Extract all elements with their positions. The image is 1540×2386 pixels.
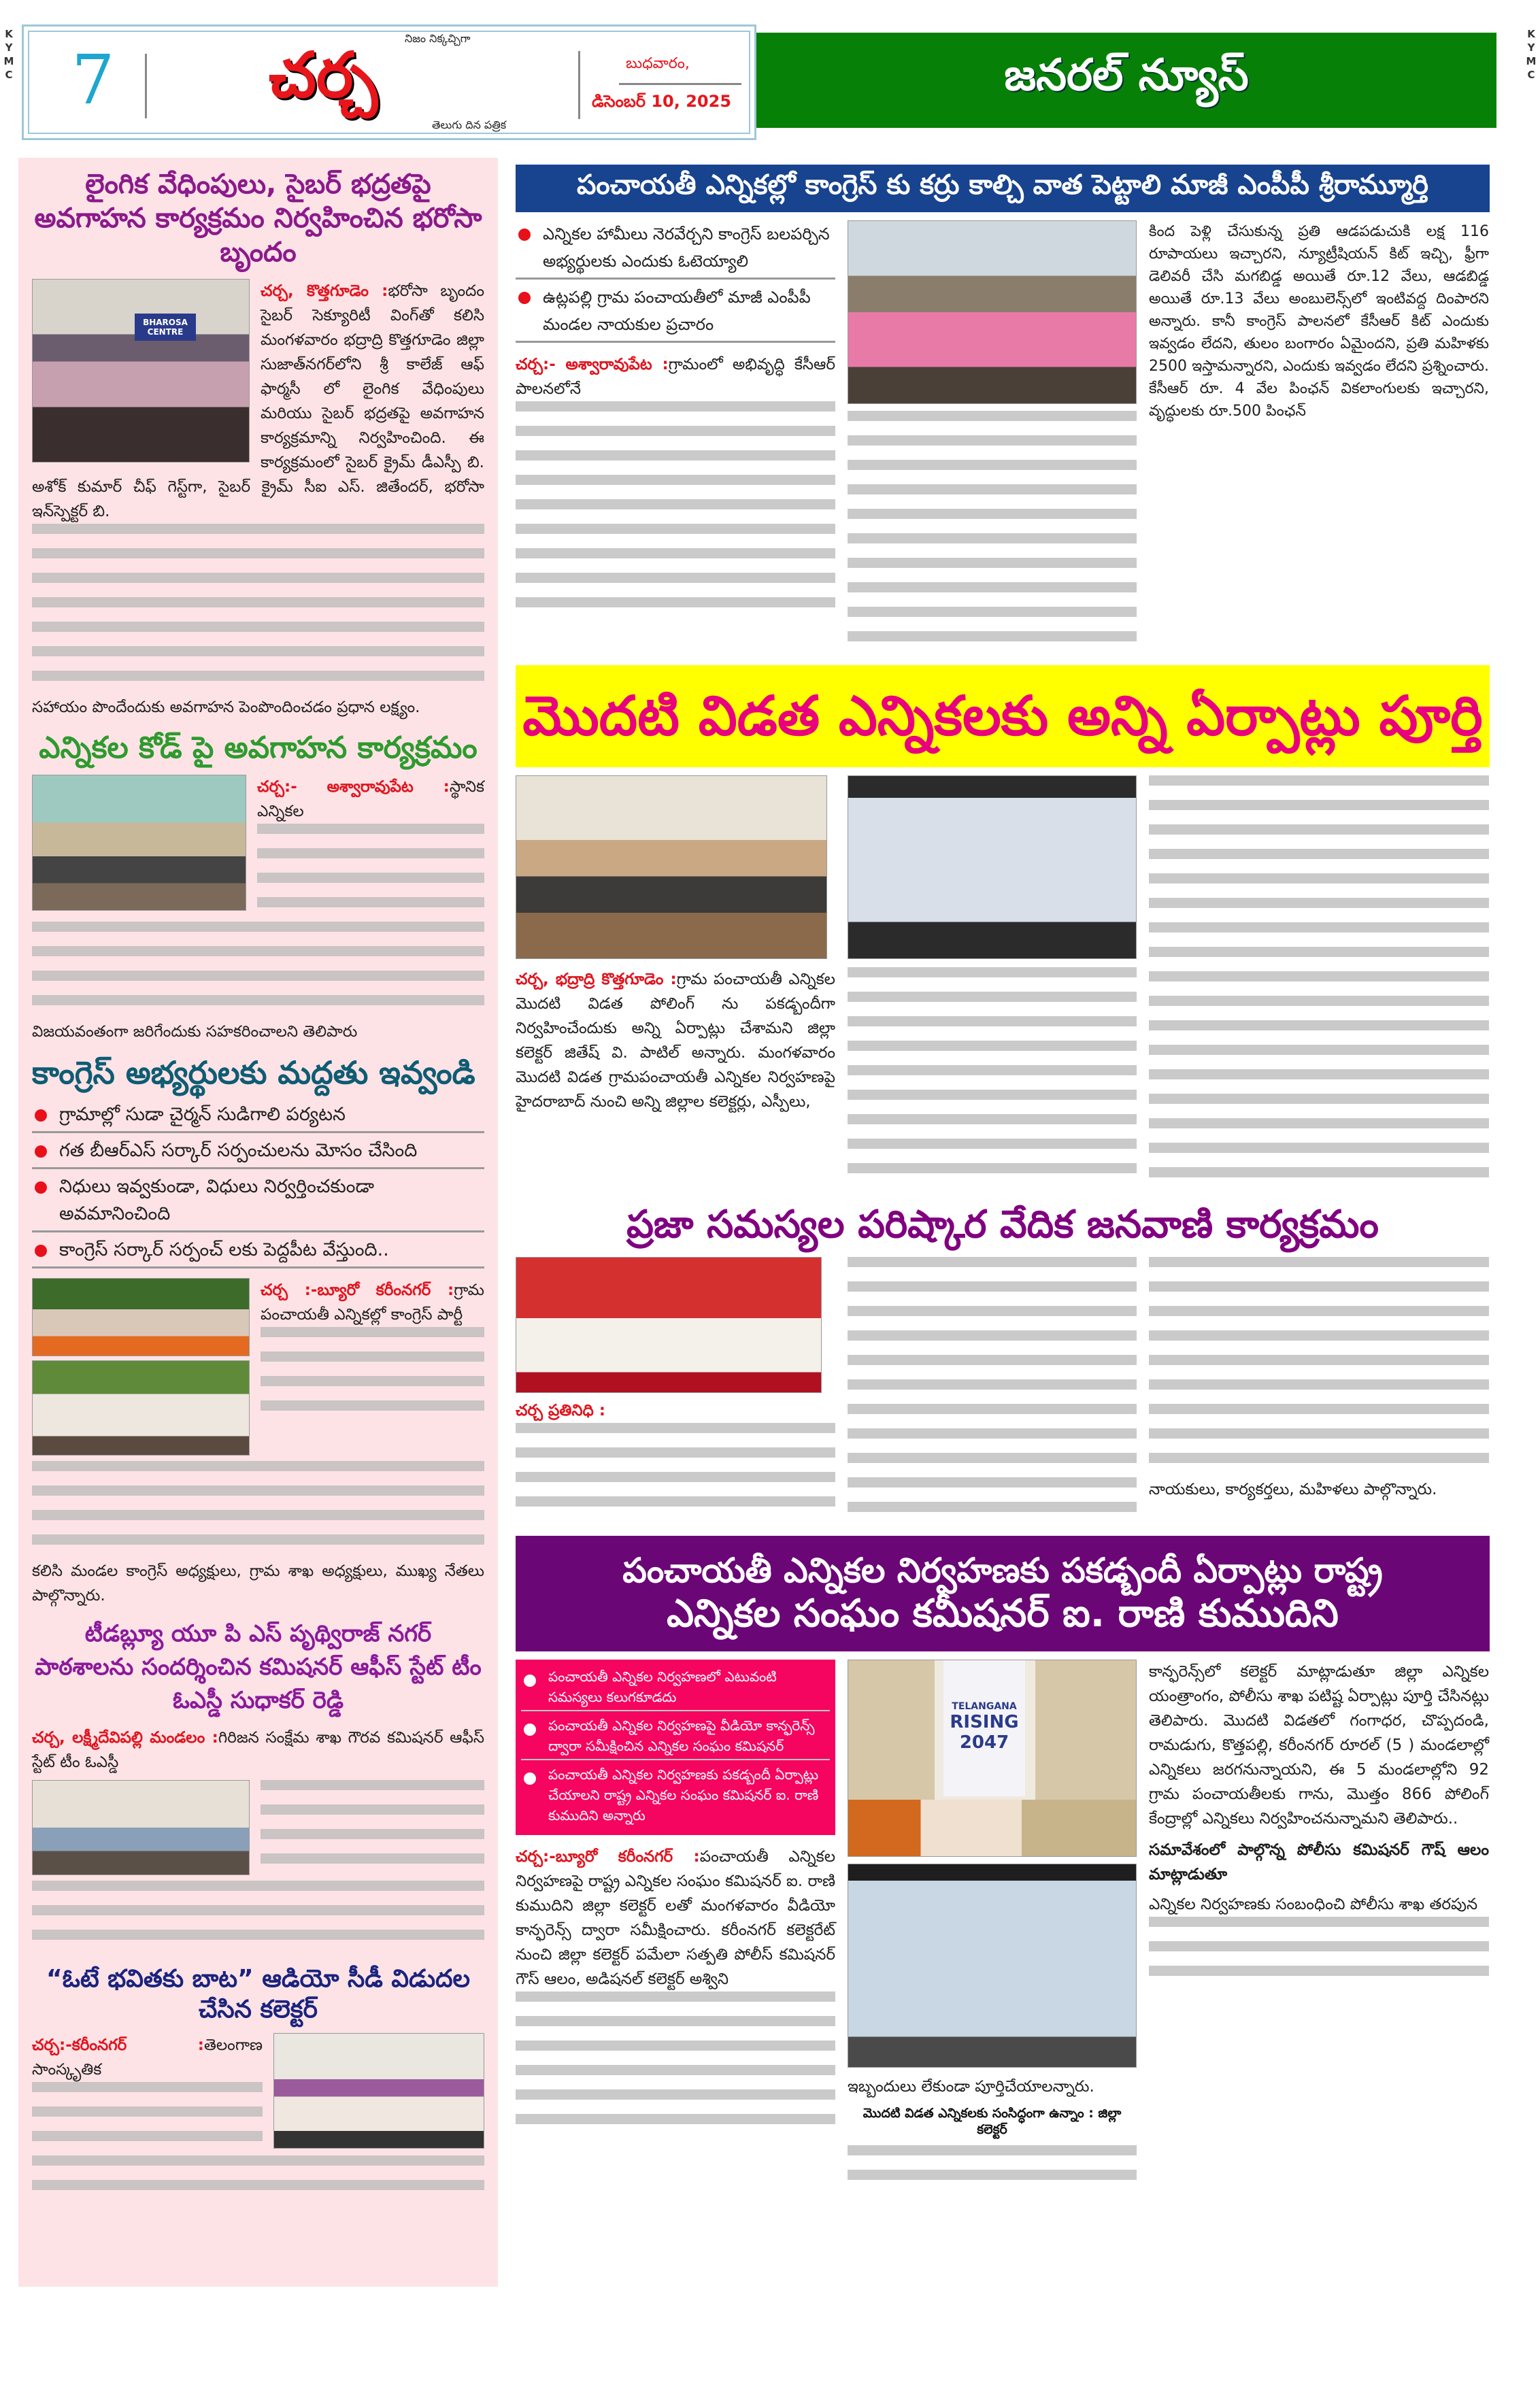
headline-line-2: ఎన్నికల సంఘం కమీషనర్ ఐ. రాణి కుముదిని — [667, 1592, 1339, 1636]
registration-mark-right: KYMC — [1526, 28, 1537, 81]
bullet-item: కాంగ్రెస్ సర్కార్ సర్పంచ్ లకు పెద్దపీట వేస్తుంది.. — [32, 1237, 484, 1268]
dateline: చర్చ, కొత్తగూడెం : — [261, 282, 388, 300]
column — [1149, 1257, 1489, 1502]
headline-banner — [516, 1536, 1490, 1651]
article-col3: కాన్ఫరెన్స్‌లో కలెక్టర్ మాట్లాడుతూ జిల్లా ఎన్నికల యంత్రాంగం, పోలీసు శాఖ పటిష్ట ఏర్పాట్లు పూర్తి చేసినట్లు తెలిపారు. మొదటి విడతలో గంగాధర, చొప్పదండి, రామడుగు, కొత్తపల్లి, కరీంనగర్ రూరల్ (5 ) మండలాల్లో ఎన్నికలు జరగనున్నాయని, ఈ 5 మండలాల్లోని 92 గ్రామ పంచాయతీలకు గాను, మొత్తం 866 పోలింగ్ కేంద్రాల్లో ఎన్నికలు నిర్వహించనున్నామని తెలిపారు.. — [1149, 1663, 1489, 1828]
photo-people — [848, 1800, 1137, 1857]
sign-line: RISING — [950, 1712, 1019, 1732]
headline: ప్రజా సమస్యల పరిష్కార వేదిక జనవాణి కార్యక్రమం — [626, 1203, 1379, 1247]
article-body-continued — [261, 1327, 484, 1425]
headline-banner — [516, 665, 1490, 767]
article-body-continued — [848, 2145, 1137, 2194]
article-body — [516, 352, 835, 401]
article-body-continued — [1149, 1917, 1489, 1990]
logo-subtitle: తెలుగు దిన పత్రిక — [432, 118, 507, 131]
article-body — [516, 1845, 835, 1992]
dateline: చర్చ:- అశ్వారావుపేట : — [516, 356, 669, 373]
dateline: చర్చ, భద్రాద్రి కొత్తగూడెం : — [516, 971, 677, 988]
article-body-continued — [32, 922, 484, 1020]
bullet-item: పంచాయతీ ఎన్నికల నిర్వహణకు పకడ్బందీ ఏర్పాట్లు చేయాలని రాష్ట్ర ఎన్నికల సంఘం కమిషనర్ ఐ. రాణి కుముదిని అన్నారు — [521, 1764, 830, 1828]
article-body-continued — [32, 2155, 484, 2204]
column — [516, 1257, 835, 1521]
article-body-continued — [32, 1881, 484, 1954]
bullet-item: గ్రామాల్లో సుడా చైర్మన్ సుడిగాలి పర్యటన — [32, 1101, 484, 1133]
issue-date: డిసెంబర్ 10, 2025 — [592, 92, 732, 111]
story-row — [516, 1660, 1490, 2194]
article-text: గ్రామ పంచాయతీ ఎన్నికల మొదటి విడత పోలింగ్ ను పకడ్బందీగా నిర్వహించేందుకు అన్ని ఏర్పాట్లు చేశామని జిల్లా కలెక్టర్ జితేష్ వి. పాటిల్ అన్నారు. మంగళవారం మొదటి విడత గ్రామపంచాయతీ ఎన్నికల నిర్వహణపై హైదరాబాద్ నుంచి అన్ని జిల్లాల కలెక్టర్లు, ఎస్పీలు, — [516, 971, 835, 1111]
logo: చర్చ — [269, 39, 378, 112]
divider — [619, 83, 741, 85]
section-banner — [756, 33, 1496, 128]
bullet-item: నిధులు ఇవ్వకుండా, విధులు నిర్వర్తించకుండా అవమానించింది — [32, 1173, 484, 1232]
column — [848, 1257, 1137, 1526]
photo-collector-meeting — [516, 775, 827, 959]
photo-sign: BHAROSA CENTRE — [135, 314, 196, 341]
article-body — [516, 967, 835, 1114]
article-text: ఇబ్బందులు లేకుండా పూర్తిచేయాలన్నారు. — [848, 2078, 1094, 2096]
headline: మొదటి విడత ఎన్నికలకు అన్ని ఏర్పాట్లు పూర్తి — [522, 684, 1483, 747]
article-body-continued — [257, 824, 484, 922]
article-ending: నాయకులు, కార్యకర్తలు, మహిళలు పాల్గొన్నారు. — [1149, 1481, 1437, 1498]
photo-school-visit — [32, 1780, 250, 1875]
article-body-continued — [261, 1780, 484, 1878]
column — [516, 775, 835, 1114]
photo-audio-cd-release — [273, 2033, 484, 2149]
headline: ఎన్నికల కోడ్ పై అవగాహన కార్యక్రమం — [39, 730, 478, 765]
article-text: ఎన్నికల నిర్వహణకు సంబంధించి పోలీసు శాఖ తరపున — [1149, 1896, 1478, 1913]
article-body-continued — [848, 411, 1137, 656]
registration-mark-left: KYMC — [3, 28, 14, 81]
column — [1149, 1660, 1489, 1990]
article-text: తెలంగాణ సాంస్కృతిక — [32, 2036, 263, 2079]
headline-line-1: పంచాయతీ ఎన్నికల నిర్వహణకు పకడ్బందీ ఏర్పాట్లు రాష్ట్ర — [622, 1551, 1383, 1591]
story-school-visit — [32, 1617, 484, 1955]
photo-janavani-stage — [516, 1257, 822, 1393]
column — [848, 775, 1137, 1188]
bullet-item: పంచాయతీ ఎన్నికల నిర్వహణపై వీడియో కాన్ఫరెన్స్ ద్వారా సమీక్షించిన ఎన్నికల సంఘం కమిషనర్ — [521, 1715, 830, 1760]
dateline: చర్చ:- అశ్వారావుపేట : — [257, 778, 450, 796]
photo-stack — [32, 1278, 250, 1456]
headline-banner — [516, 165, 1490, 212]
story-row — [516, 775, 1490, 1192]
story-congress-support — [32, 1054, 484, 1608]
photo-meeting-hall — [32, 775, 246, 911]
right-area — [516, 165, 1490, 2204]
sign-line: 2047 — [959, 1732, 1009, 1753]
dateline: చర్చ :-బ్యూరో కరీంనగర్ : — [261, 1281, 454, 1299]
headline: పంచాయతీ ఎన్నికల్లో కాంగ్రెస్ కు కర్రు కాల్చి వాత పెట్టాలి మాజీ ఎంపీపీ శ్రీరామ్మూర్తి — [576, 169, 1429, 201]
article-ending: సహాయం పొందేందుకు అవగాహన పెంపొందించడం ప్రధాన లక్ష్యం. — [32, 699, 420, 716]
article-body-continued — [32, 524, 484, 695]
article-body-continued — [1149, 1257, 1489, 1477]
masthead — [22, 24, 756, 140]
headline: టీడబ్ల్యూ యూ పి ఎస్ పృథ్విరాజ్ నగర్ పాఠశాలను సందర్శించిన కమిషనర్ ఆఫీస్ స్టేట్ టీం ఓఎస్డీ సుధాకర్ రెడ్డి — [35, 1619, 482, 1715]
story-row — [516, 220, 1490, 656]
story-bharosa — [32, 167, 484, 720]
column — [848, 1660, 1137, 2194]
photo-election-commission-vc — [848, 1660, 1137, 1857]
logo-tagline: నిజం నిక్కచ్చిగా — [405, 32, 471, 45]
article-body — [32, 1726, 484, 1775]
headline: లైంగిక వేధింపులు, సైబర్ భద్రతపై అవగాహన కార్యక్రమం నిర్వహించిన భరోసా బృందం — [34, 169, 482, 268]
divider — [145, 54, 147, 118]
article-col3: కింద పెళ్లి చేసుకున్న ప్రతి ఆడపడుచుకి లక్ష 116 రూపాయలు ఇచ్చారని, న్యూట్రీషియన్ కిట్ ఇచ్చి, ఫ్రీగా డెలివరీ చేసి మగబిడ్డ అయితే రూ.12 వేలు, ఆడబిడ్డ అయితే రూ.13 వేలు అంబులెన్స్‌లో ఇంటివద్ద దింపారని అన్నారు. కానీ కాంగ్రెస్ పాలనలో కేసీఆర్ కిట్ ఎందుకు ఇవ్వడం లేదని, తులం బంగారం ఏమైందని, ప్రతి మహిళకు 2500 ఇస్తామన్నారని, ఎందుకు ఇవ్వడం లేదని ప్రశ్నించారు. కేసీఆర్ రూ. 4 వేల పింఛన్ వికలాంగులకు ఇచ్చారని, వృద్ధులకు రూ.500 పింఛన్ — [1149, 223, 1489, 420]
subheading: సమావేశంలో పాల్గొన్న పోలీసు కమిషనర్ గౌష్ ఆలం మాట్లాడుతూ — [1149, 1841, 1489, 1883]
dateline: చర్చ ప్రతినిధి : — [516, 1402, 605, 1419]
divider — [578, 51, 580, 119]
highlights-box — [516, 1660, 835, 1835]
column — [848, 220, 1137, 656]
article-body-continued — [516, 1992, 835, 2138]
article-body-continued — [32, 2082, 263, 2155]
story-row — [516, 1257, 1490, 1526]
column — [516, 1660, 835, 2138]
bullet-item: గత బీఆర్ఎస్ సర్కార్ సర్పంచులను మోసం చేసింది — [32, 1137, 484, 1169]
bullet-item: ఎన్నికల హామీలు నెరవేర్చని కాంగ్రెస్ బలపర్చిన అభ్యర్థులకు ఎందుకు ఓటెయ్యాలి — [516, 220, 835, 280]
article-body-continued — [1149, 775, 1489, 1192]
article-body-continued — [516, 401, 835, 622]
dateline: చర్చ:-బ్యూరో కరీంనగర్ : — [516, 1848, 700, 1866]
column — [516, 220, 835, 622]
article-body-continued — [848, 967, 1137, 1188]
article-body-continued — [848, 1257, 1137, 1526]
article-text: గ్రామ పంచాయతీ ఎన్నికల్లో కాంగ్రెస్ పార్టీ — [261, 1281, 484, 1324]
story-election-code — [32, 729, 484, 1044]
column — [1149, 220, 1489, 422]
bullet-list — [32, 1101, 484, 1268]
photo-video-conference — [848, 775, 1137, 959]
article-body-continued — [32, 1461, 484, 1559]
article-text: గిరిజన సంక్షేమ శాఖ గౌరవ కమిషనర్ ఆఫీస్ స్టేట్ టీం ఓఎస్డీ — [32, 1729, 484, 1772]
headline: కాంగ్రెస్ అభ్యర్థులకు మద్దతు ఇవ్వండి — [32, 1054, 475, 1091]
photo-congress-group — [32, 1360, 250, 1456]
dateline: చర్చ, లక్ష్మీదేవిపల్లి మండలం : — [32, 1729, 218, 1747]
subheading: మొదటి విడత ఎన్నికలకు సంసిద్ధంగా ఉన్నాం : జిల్లా కలెక్టర్ — [863, 2106, 1122, 2137]
article-ending: కలిసి మండల కాంగ్రెస్ అధ్యక్షులు, గ్రామ శాఖ అధ్యక్షులు, ముఖ్య నేతలు పాల్గొన్నారు. — [32, 1562, 484, 1604]
photo-bharosa-event — [32, 279, 250, 463]
article-body — [516, 1398, 835, 1423]
left-column — [18, 158, 498, 2287]
article-body-continued — [516, 1423, 835, 1521]
article-ending: విజయవంతంగా జరిగేందుకు సహకరించాలని తెలిపారు — [32, 1023, 358, 1041]
section-title: జనరల్ న్యూస్ — [1004, 50, 1249, 101]
bullet-item: పంచాయతీ ఎన్నికల నిర్వహణలో ఎటువంటి సమస్యలు కలుగకూడదు — [521, 1666, 830, 1711]
headline: “ఓటే భవితకు బాట” ఆడియో సీడీ విడుదల చేసిన కలెక్టర్ — [46, 1965, 471, 2024]
photo-campaign — [848, 220, 1137, 404]
article-text: పంచాయతీ ఎన్నికల నిర్వహణపై రాష్ట్ర ఎన్నికల సంఘం కమిషనర్ ఐ. రాణి కుముదిని జిల్లా కలెక్టర్ లతో మంగళవారం వీడియో కాన్ఫరెన్స్ ద్వారా సమీక్షించారు. కరీంనగర్ కలెక్టరేట్ నుంచి జిల్లా కలెక్టర్ పమేలా సత్పతి పోలీస్ కమిషనర్ గౌస్ ఆలం, అడిషనల్ కలెక్టర్ అశ్విని — [516, 1848, 835, 1988]
story-audio-cd — [32, 1964, 484, 2204]
photo-congress-leaders — [32, 1278, 250, 1356]
photo-sign — [943, 1660, 1025, 1796]
article-text: గ్రామంలో అభివృద్ధి కేసీఆర్ పాలనలోనే — [516, 356, 835, 398]
article-text: స్థానిక ఎన్నికల — [257, 778, 484, 820]
page-number: 7 — [71, 40, 115, 120]
article-text: భరోసా బృందం సైబర్ సెక్యూరిటీ వింగ్‌తో కలిసి మంగళవారం భద్రాద్రి కొత్తగూడెం జిల్లా సుజాత్‌నగర్‌లోని శ్రీ కాలేజ్ ఆఫ్ ఫార్మసీ లో లైంగిక వేధింపులు మరియు సైబర్ భద్రతపై అవగాహన కార్యక్రమాన్ని నిర్వహించింది. ఈ కార్యక్రమంలో సైబర్ క్రైమ్ డీఎస్పీ బి. అశోక్ కుమార్ చీఫ్ గెస్ట్‌గా, సైబర్ క్రైమ్ సీఐ ఎస్. జితేందర్, భరోసా ఇన్‌స్పెక్టర్ బి. — [32, 282, 484, 520]
photo-video-conference-screen — [848, 1864, 1137, 2068]
issue-day: బుధవారం, — [626, 55, 690, 72]
bullet-item: ఉట్లపల్లి గ్రామ పంచాయతీలో మాజీ ఎంపీపీ మండల నాయకుల ప్రచారం — [516, 284, 835, 343]
sign-line: TELANGANA — [952, 1701, 1017, 1712]
column — [1149, 775, 1489, 1192]
dateline: చర్చ:-కరీంనగర్ : — [32, 2036, 204, 2055]
